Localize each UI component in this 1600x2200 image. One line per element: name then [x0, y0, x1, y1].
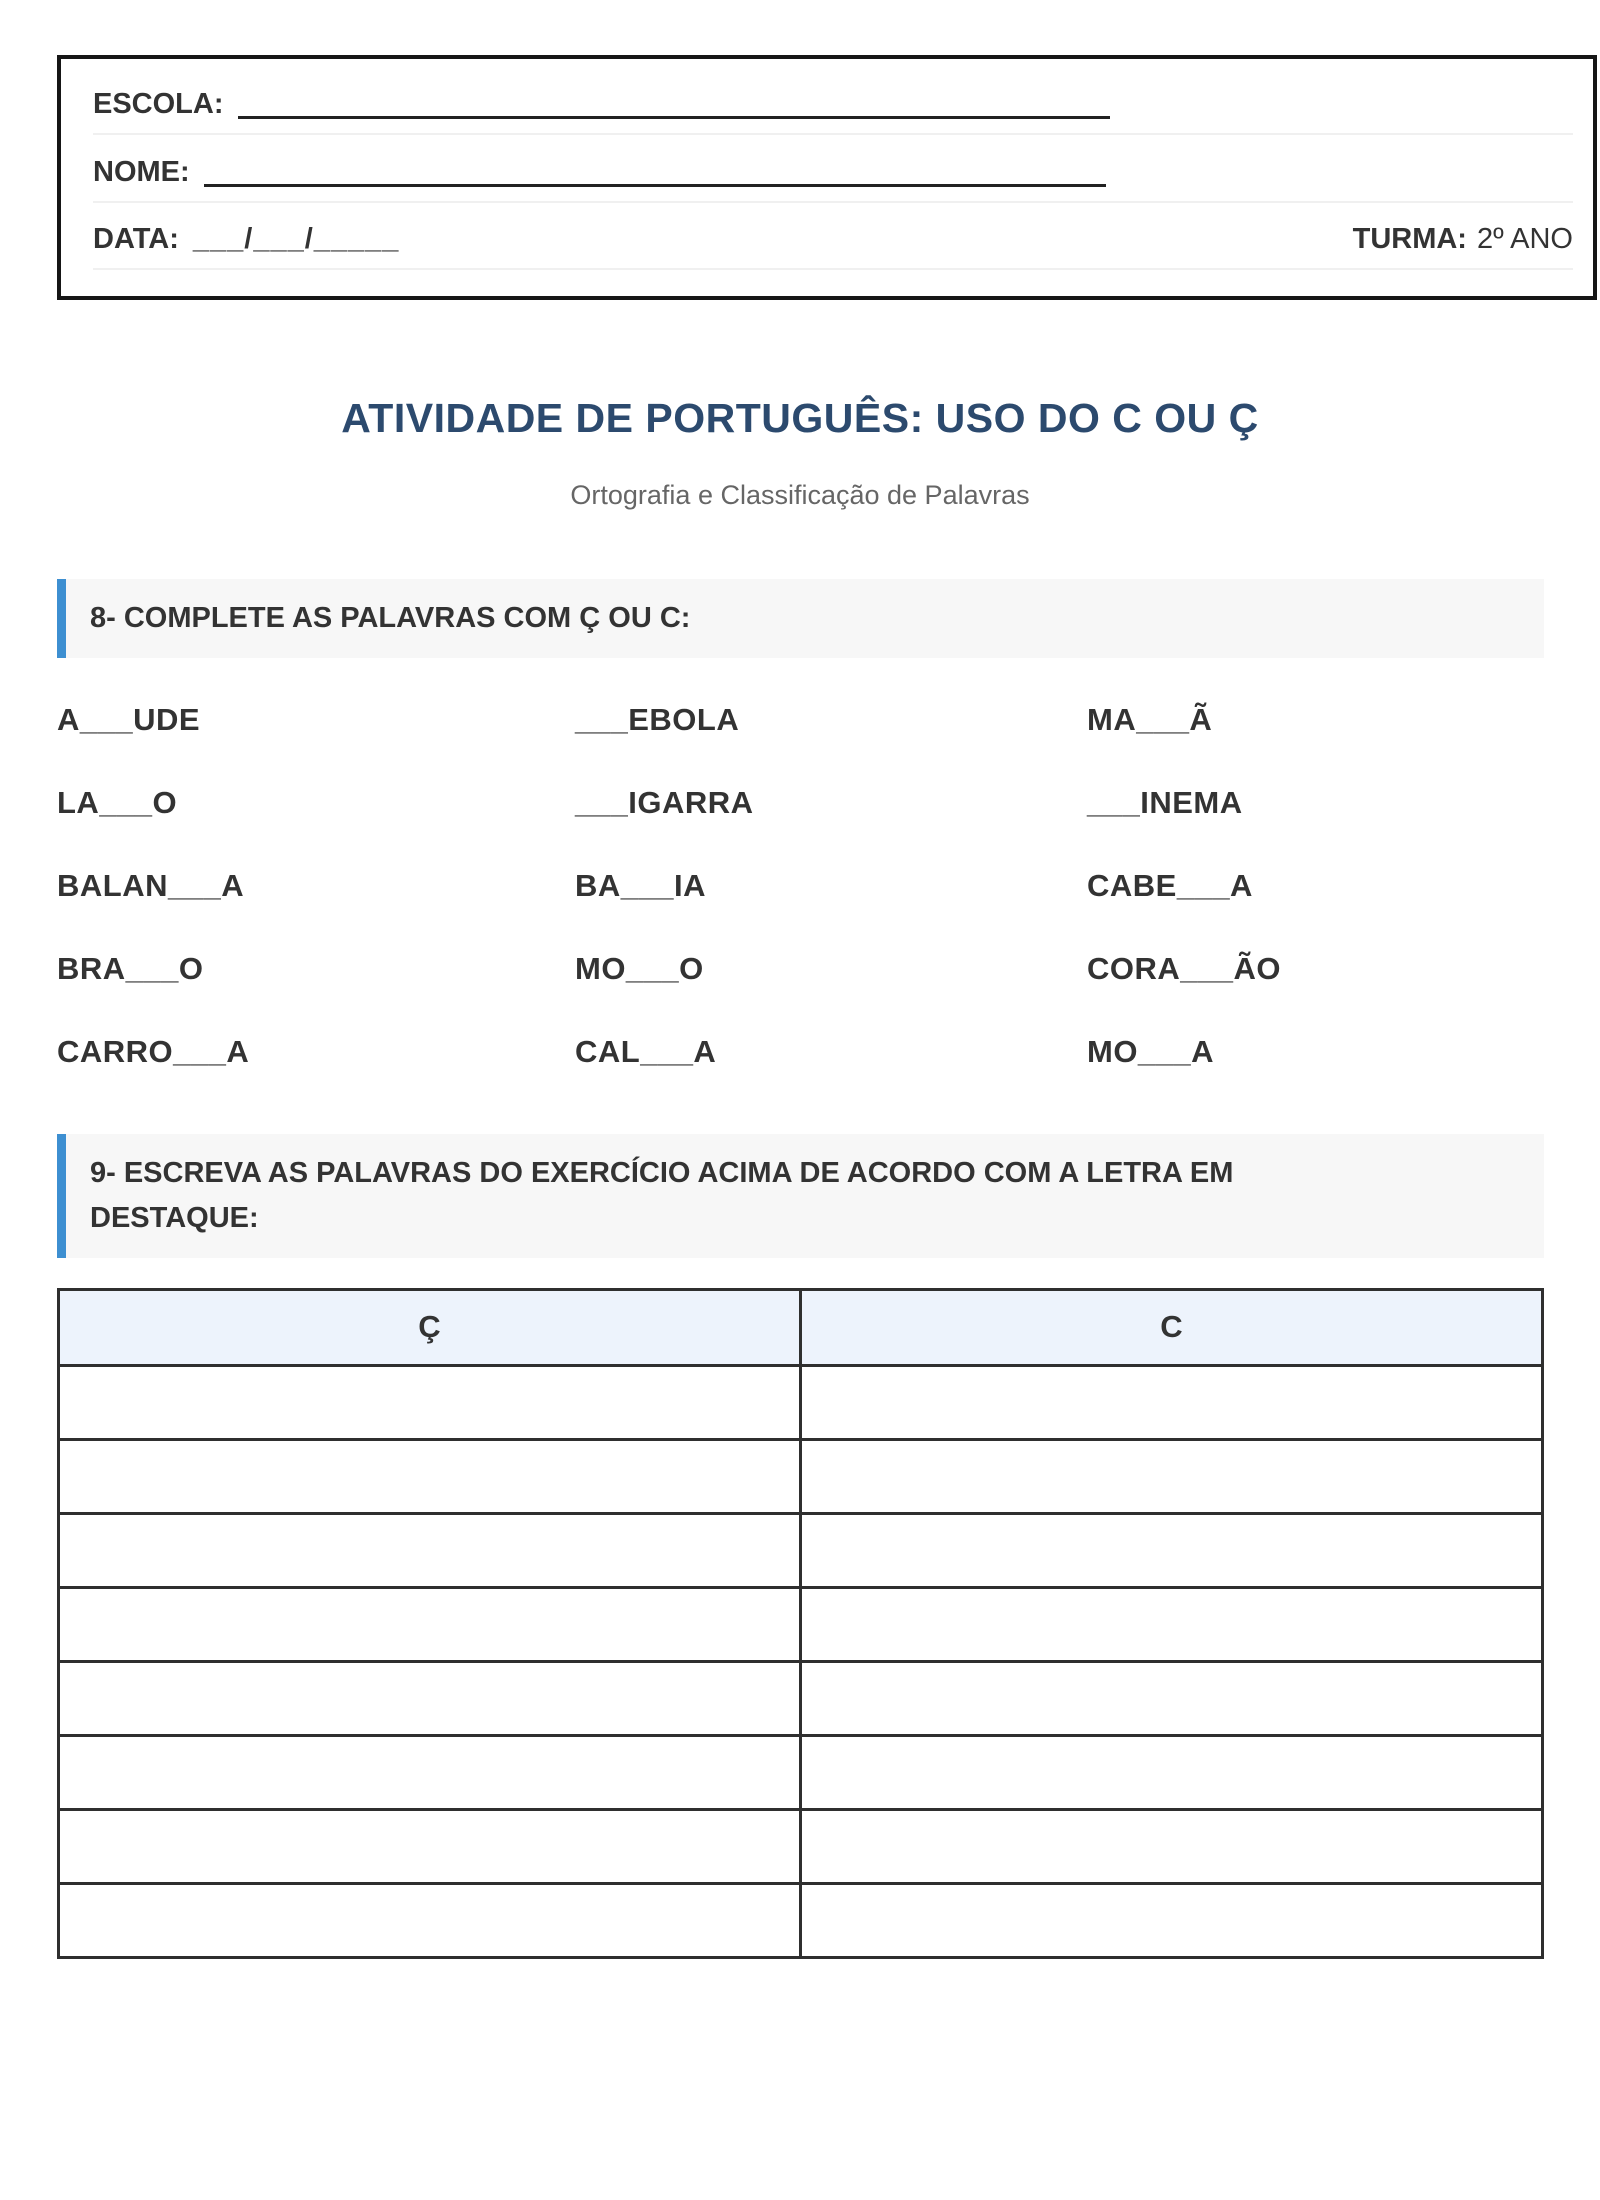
column-header-cedilla: Ç	[59, 1289, 801, 1365]
empty-cell	[59, 1439, 801, 1513]
word-item: CABE___A	[1087, 867, 1253, 903]
table-row	[59, 1513, 1543, 1587]
table-row	[59, 1439, 1543, 1513]
word-item: CORA___ÃO	[1087, 950, 1281, 986]
table-row	[59, 1587, 1543, 1661]
word-item: A___UDE	[57, 701, 201, 737]
exercise8-heading	[57, 579, 1544, 658]
word-item: CAL___A	[575, 1033, 717, 1069]
table-row	[59, 1365, 1543, 1439]
word-item: MO___A	[1087, 1033, 1215, 1069]
nome-row	[93, 135, 1573, 203]
word-item: BRA___O	[57, 950, 204, 986]
data-label: DATA:	[93, 223, 179, 255]
empty-cell	[801, 1883, 1543, 1957]
empty-cell	[59, 1661, 801, 1735]
turma-value: 2º ANO	[1476, 223, 1573, 255]
table-row	[59, 1883, 1543, 1957]
word-item: LA___O	[57, 784, 178, 820]
empty-cell	[59, 1883, 801, 1957]
classification-table-head	[59, 1289, 1543, 1365]
turma-label: TURMA:	[1352, 223, 1467, 255]
empty-cell	[59, 1587, 801, 1661]
word-item: CARRO___A	[57, 1033, 250, 1069]
table-header-row	[59, 1289, 1543, 1365]
student-info-box	[57, 55, 1597, 300]
word-item: BA___IA	[575, 867, 706, 903]
word-item: MA___Ã	[1087, 701, 1213, 737]
empty-cell	[801, 1587, 1543, 1661]
table-row	[59, 1735, 1543, 1809]
nome-label: NOME:	[93, 156, 190, 188]
empty-cell	[801, 1735, 1543, 1809]
exercise9-heading-text: 9- ESCREVA AS PALAVRAS DO EXERCÍCIO ACIMA DE ACORDO COM A LETRA EM DESTAQUE:	[90, 1156, 1234, 1234]
page-subtitle: Ortografia e Classificação de Palavras	[570, 480, 1030, 510]
table-row	[59, 1661, 1543, 1735]
exercise9-heading	[57, 1134, 1544, 1258]
empty-cell	[801, 1365, 1543, 1439]
escola-row	[93, 67, 1573, 135]
empty-cell	[801, 1809, 1543, 1883]
empty-cell	[59, 1809, 801, 1883]
word-item: MO___O	[575, 950, 704, 986]
word-item: ___INEMA	[1087, 784, 1243, 820]
classification-table	[57, 1288, 1544, 1959]
word-item: BALAN___A	[57, 867, 245, 903]
escola-write-line	[238, 93, 1110, 119]
table-row	[59, 1809, 1543, 1883]
exercise8-heading-text: 8- COMPLETE AS PALAVRAS COM Ç OU C:	[90, 602, 691, 634]
classification-table-body	[59, 1365, 1543, 1957]
word-item: ___EBOLA	[575, 701, 740, 737]
empty-cell	[801, 1439, 1543, 1513]
empty-cell	[59, 1735, 801, 1809]
empty-cell	[59, 1513, 801, 1587]
empty-cell	[801, 1661, 1543, 1735]
column-header-c: C	[801, 1289, 1543, 1365]
escola-label: ESCOLA:	[93, 88, 224, 120]
exercise8-word-grid	[57, 702, 1544, 1070]
nome-write-line	[204, 161, 1106, 187]
word-item: ___IGARRA	[575, 784, 754, 820]
empty-cell	[59, 1365, 801, 1439]
empty-cell	[801, 1513, 1543, 1587]
data-turma-row	[93, 203, 1573, 270]
page-title: ATIVIDADE DE PORTUGUÊS: USO DO C OU Ç	[341, 395, 1259, 441]
data-write-blanks: ___/___/_____	[192, 223, 400, 255]
